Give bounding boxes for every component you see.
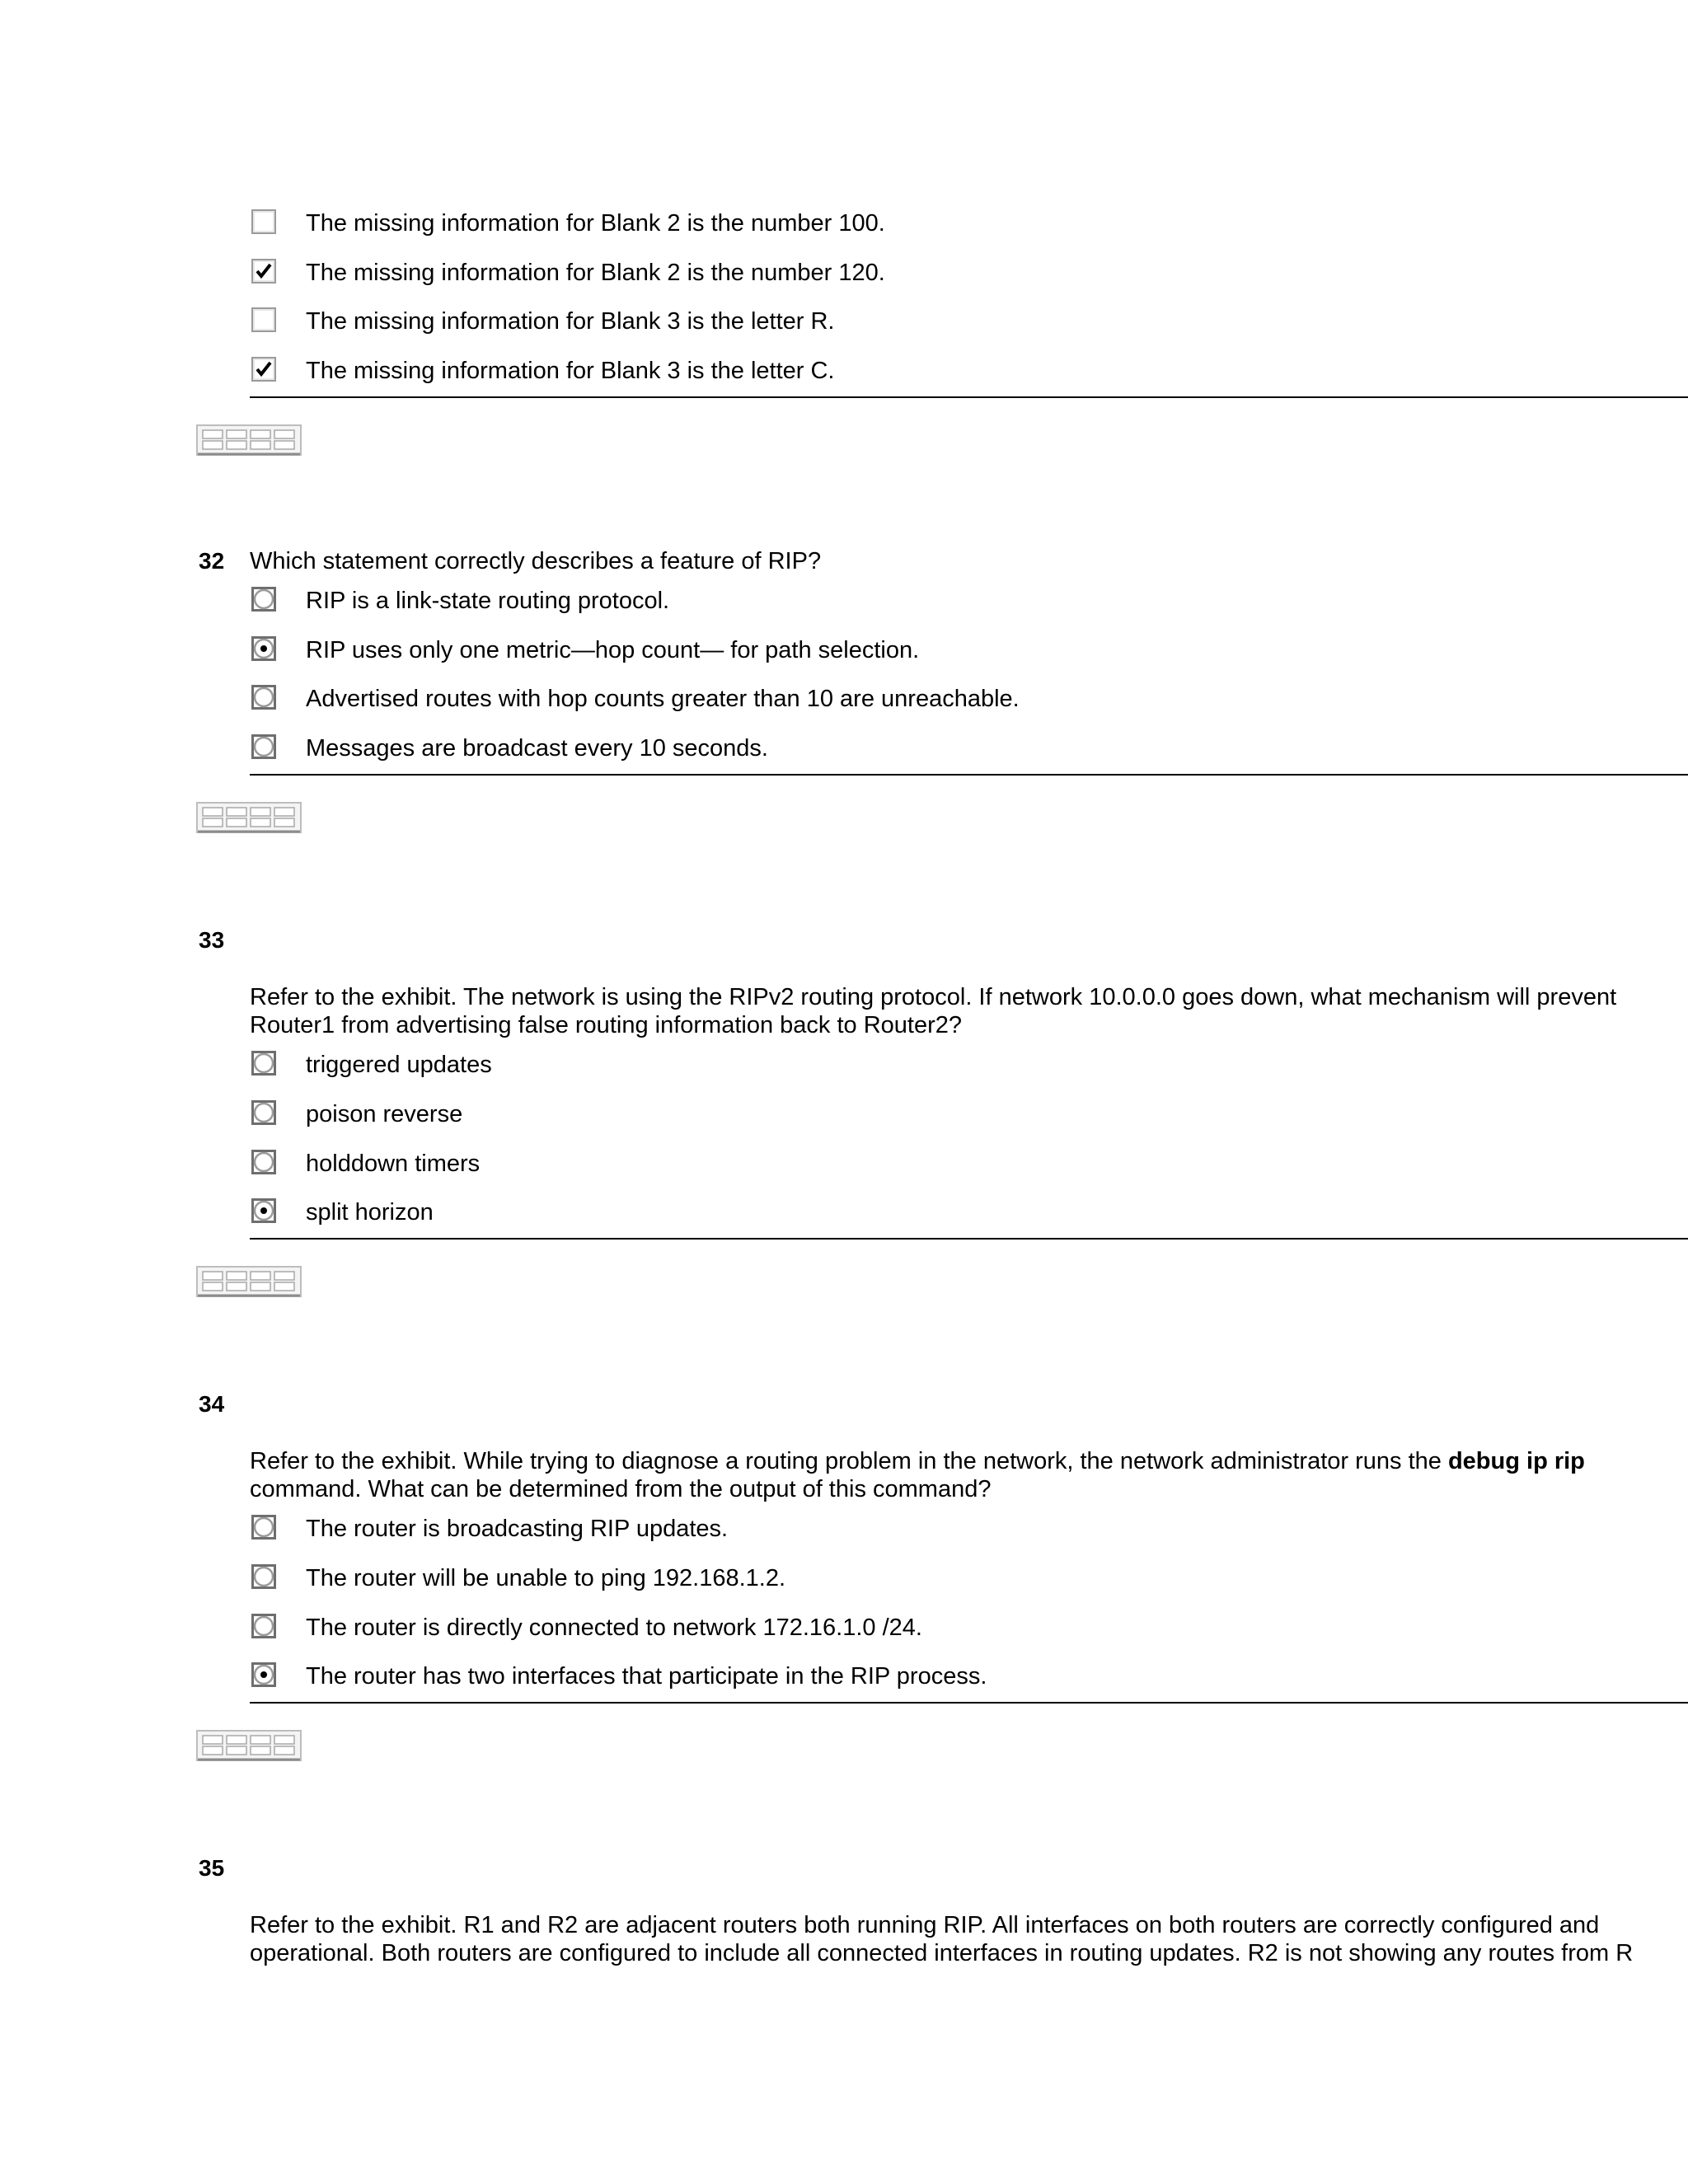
score-button-icon[interactable] (196, 1730, 302, 1761)
q33-option-1-label: triggered updates (306, 1052, 492, 1078)
divider-line (250, 1238, 1688, 1240)
question-number: 32 (199, 548, 225, 574)
q33-option-3-label: holddown timers (306, 1151, 481, 1177)
q33-option-2-label: poison reverse (306, 1101, 463, 1127)
q31-option-1-label: The missing information for Blank 2 is the number 100. (306, 210, 885, 237)
q31-option-2-label: The missing information for Blank 2 is the number 120. (306, 260, 885, 286)
checkbox-checked-icon[interactable] (250, 257, 278, 285)
q31-option-3[interactable] (250, 306, 1688, 339)
question-number: 34 (199, 1391, 225, 1417)
q32-option-3[interactable] (250, 683, 1688, 716)
question-stem (250, 1447, 1688, 1503)
q34-option-4-label: The router has two interfaces that participate in the RIP process. (306, 1663, 987, 1690)
q31-option-3-label: The missing information for Blank 3 is the letter R. (306, 308, 835, 335)
q32-option-3-label: Advertised routes with hop counts greater than 10 are unreachable. (306, 686, 1020, 712)
question-stem-line: operational. Both routers are configured to include all connected interfaces in routing updates. R2 is not showing any routes from R (250, 1940, 1634, 1966)
q33-option-4-label: split horizon (306, 1199, 434, 1226)
question-stem (250, 1911, 1688, 1967)
q32-option-1-label: RIP is a link-state routing protocol. (306, 588, 670, 614)
checkbox-unchecked-icon[interactable] (250, 208, 278, 236)
radio-unselected-icon[interactable] (250, 1049, 278, 1077)
q32-option-1[interactable] (250, 585, 1688, 618)
q33-option-4[interactable] (250, 1197, 1688, 1230)
q34-option-2[interactable] (250, 1563, 1688, 1596)
q31-option-1[interactable] (250, 208, 1688, 241)
radio-unselected-icon[interactable] (250, 1563, 278, 1591)
radio-unselected-icon[interactable] (250, 733, 278, 761)
radio-selected-icon[interactable] (250, 1661, 278, 1689)
checkbox-checked-icon[interactable] (250, 355, 278, 383)
radio-selected-icon[interactable] (250, 635, 278, 663)
radio-unselected-icon[interactable] (250, 1513, 278, 1541)
divider-line (250, 774, 1688, 776)
question-stem-text: command. What can be determined from the output of this command? (250, 1476, 992, 1502)
radio-unselected-icon[interactable] (250, 1148, 278, 1176)
checkbox-unchecked-icon[interactable] (250, 306, 278, 334)
radio-unselected-icon[interactable] (250, 585, 278, 613)
divider-line (250, 1702, 1688, 1704)
question-number: 33 (199, 927, 225, 953)
q32-option-2-label: RIP uses only one metric—hop count— for path selection. (306, 637, 920, 663)
radio-unselected-icon[interactable] (250, 1099, 278, 1127)
question-stem: Which statement correctly describes a feature of RIP? (250, 548, 822, 574)
q31-option-4-label: The missing information for Blank 3 is the letter C. (306, 358, 835, 384)
q34-option-3-label: The router is directly connected to network 172.16.1.0 /24. (306, 1615, 922, 1641)
q32-option-2[interactable] (250, 635, 1688, 668)
q34-option-4[interactable] (250, 1661, 1688, 1694)
score-button-icon[interactable] (196, 424, 302, 456)
question-stem-line: Refer to the exhibit. R1 and R2 are adjacent routers both running RIP. All interfaces on both routers are correctly configured and (250, 1912, 1600, 1938)
score-button-icon[interactable] (196, 802, 302, 833)
divider-line (250, 396, 1688, 398)
q34-option-3[interactable] (250, 1612, 1688, 1645)
question-stem: Refer to the exhibit. The network is using the RIPv2 routing protocol. If network 10.0.0.0 goes down, what mechanism will prevent Router1 from advertising false routing information back to Router2? (250, 984, 1624, 1038)
radio-unselected-icon[interactable] (250, 1612, 278, 1640)
q32-option-4[interactable] (250, 733, 1688, 766)
command-text: debug ip rip (1447, 1448, 1585, 1474)
q34-option-2-label: The router will be unable to ping 192.168.1.2. (306, 1565, 786, 1591)
radio-selected-icon[interactable] (250, 1197, 278, 1225)
q32-option-4-label: Messages are broadcast every 10 seconds. (306, 735, 768, 762)
radio-unselected-icon[interactable] (250, 683, 278, 711)
q31-option-2[interactable] (250, 257, 1688, 290)
question-stem-text: Refer to the exhibit. While trying to diagnose a routing problem in the network, the network administrator runs the (250, 1448, 1448, 1474)
q31-option-4[interactable] (250, 355, 1688, 388)
q33-option-1[interactable] (250, 1049, 1688, 1082)
score-button-icon[interactable] (196, 1266, 302, 1297)
q34-option-1[interactable] (250, 1513, 1688, 1546)
q33-option-2[interactable] (250, 1099, 1688, 1132)
q33-option-3[interactable] (250, 1148, 1688, 1181)
q34-option-1-label: The router is broadcasting RIP updates. (306, 1516, 729, 1542)
question-number: 35 (199, 1855, 225, 1881)
